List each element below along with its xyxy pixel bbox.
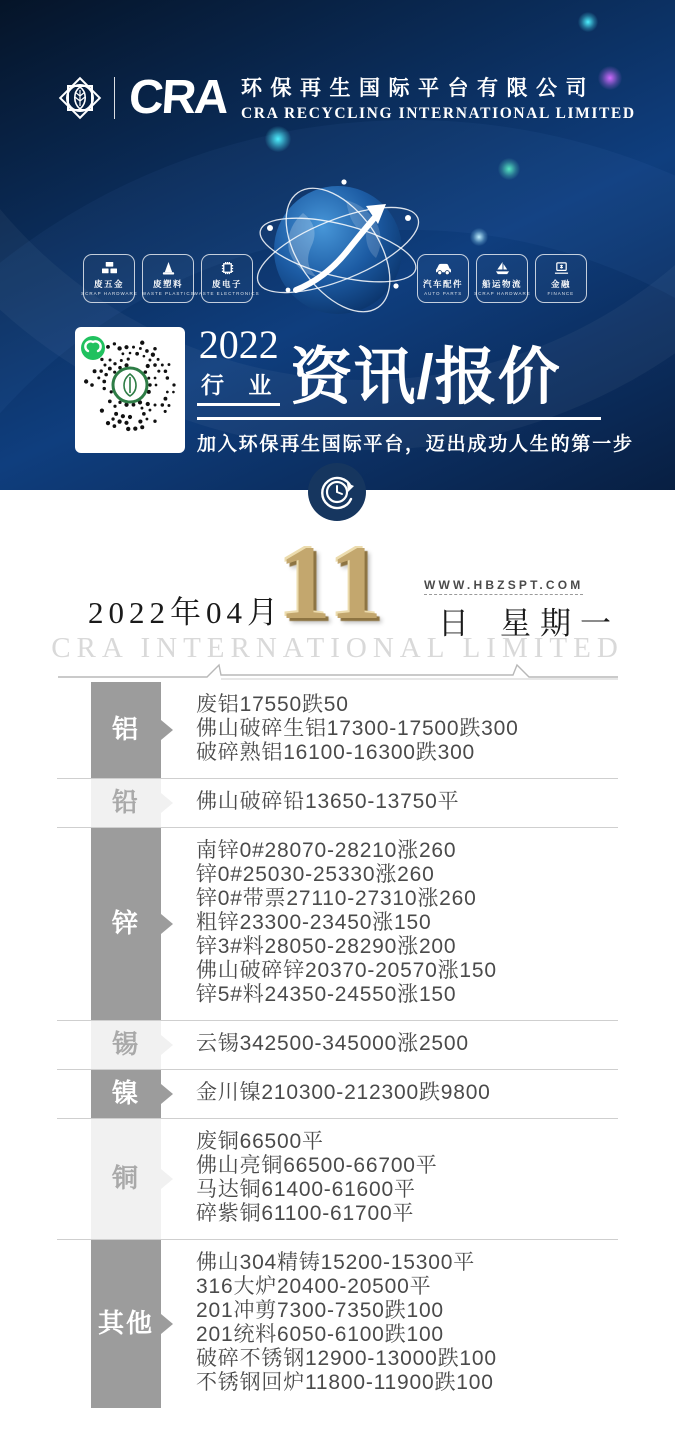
promo-title: 资讯/报价 bbox=[290, 343, 561, 413]
price-line: 佛山亮铜66500-66700平 bbox=[196, 1154, 438, 1177]
row-label bbox=[91, 1240, 161, 1408]
price-line: 不锈钢回炉11800-11900跌100 bbox=[196, 1371, 494, 1394]
row-label bbox=[91, 828, 161, 1020]
badge-label-cn: 船运物流 bbox=[481, 278, 522, 289]
row-arrow-icon bbox=[161, 1169, 173, 1189]
row-label-text: 铝 bbox=[111, 714, 140, 745]
badge-label-en: SCRAP HARDWARE bbox=[80, 290, 138, 297]
price-line: 云锡342500-345000涨2500 bbox=[196, 1032, 469, 1055]
date-day-suffix: 日 bbox=[438, 606, 469, 641]
price-line: 锌0#25030-25330涨260 bbox=[196, 863, 435, 886]
price-line: 粗锌23300-23450涨150 bbox=[196, 911, 432, 934]
price-row bbox=[57, 1070, 618, 1119]
row-content bbox=[161, 1070, 618, 1118]
badge-label-en: FINANCE bbox=[547, 290, 575, 297]
price-line: 佛山破碎铅13650-13750平 bbox=[196, 790, 460, 813]
price-row bbox=[57, 1021, 618, 1070]
price-line: 破碎不锈钢12900-13000跌100 bbox=[196, 1347, 497, 1370]
badge-label-cn: 废塑料 bbox=[152, 278, 183, 289]
row-label bbox=[91, 1070, 161, 1118]
category-badge-auto-parts bbox=[417, 254, 469, 303]
company-name-en: CRA RECYCLING INTERNATIONAL LIMITED bbox=[241, 105, 636, 122]
date-prefix: 2022年04月 bbox=[88, 595, 283, 630]
brand-header bbox=[58, 72, 636, 123]
website-url: WWW.HBZSPT.COM bbox=[424, 578, 583, 595]
badge-label-cn: 废电子 bbox=[211, 278, 242, 289]
clock-icon bbox=[308, 463, 366, 521]
row-arrow-icon bbox=[161, 1084, 173, 1104]
badge-group-left bbox=[80, 254, 260, 303]
price-line: 201统料6050-6100跌100 bbox=[196, 1323, 444, 1346]
row-content bbox=[161, 682, 618, 778]
row-label bbox=[91, 1119, 161, 1239]
price-line: 废铜66500平 bbox=[196, 1130, 324, 1153]
row-arrow-icon bbox=[161, 793, 173, 813]
price-line: 佛山304精铸15200-15300平 bbox=[196, 1251, 476, 1274]
section-divider bbox=[57, 662, 619, 682]
price-line: 锌0#带票27110-27310涨260 bbox=[196, 887, 477, 910]
row-arrow-icon bbox=[161, 1035, 173, 1055]
promo-rule bbox=[197, 417, 601, 420]
price-row bbox=[57, 1240, 618, 1408]
price-line: 锌3#料28050-28290涨200 bbox=[196, 935, 457, 958]
price-line: 破碎熟铝16100-16300跌300 bbox=[196, 741, 476, 764]
brand-divider bbox=[114, 77, 115, 119]
category-badge-finance bbox=[535, 254, 587, 303]
badge-group-right bbox=[417, 254, 594, 303]
glow-dot bbox=[265, 126, 291, 152]
glow-dot bbox=[498, 158, 520, 180]
plastics-icon bbox=[160, 261, 177, 276]
category-badge-electronics bbox=[194, 254, 260, 303]
watermark-text: CRA INTERNATIONAL LIMITED bbox=[51, 632, 624, 664]
row-arrow-icon bbox=[161, 1314, 173, 1334]
row-arrow-icon bbox=[161, 720, 173, 740]
banner bbox=[0, 0, 675, 490]
price-line: 316大炉20400-20500平 bbox=[196, 1275, 432, 1298]
row-content bbox=[161, 1240, 618, 1408]
price-line: 碎紫铜61100-61700平 bbox=[196, 1202, 415, 1225]
finance-icon bbox=[553, 261, 570, 276]
glow-dot bbox=[470, 228, 488, 246]
price-line: 佛山破碎生铝17300-17500跌300 bbox=[196, 717, 519, 740]
price-row bbox=[57, 828, 618, 1021]
date-day: 11 bbox=[278, 524, 387, 641]
shipping-icon bbox=[494, 261, 511, 276]
company-name-cn: 环保再生国际平台有限公司 bbox=[241, 77, 595, 100]
badge-label-cn: 废五金 bbox=[93, 278, 124, 289]
row-content bbox=[161, 779, 618, 827]
price-line: 201冲剪7300-7350跌100 bbox=[196, 1299, 444, 1322]
price-line: 南锌0#28070-28210涨260 bbox=[196, 839, 457, 862]
badge-label-cn: 金融 bbox=[550, 278, 571, 289]
row-label-text: 锡 bbox=[111, 1029, 140, 1060]
category-badge-plastics bbox=[142, 254, 194, 303]
row-content bbox=[161, 828, 618, 1020]
price-line: 马达铜61400-61600平 bbox=[196, 1178, 416, 1201]
price-row bbox=[57, 682, 618, 779]
price-table bbox=[57, 682, 618, 1408]
row-label-text: 铜 bbox=[111, 1163, 140, 1194]
promo-slogan: 加入环保再生国际平台，迈出成功人生的第一步 bbox=[197, 433, 634, 455]
row-content bbox=[161, 1119, 618, 1239]
electronics-icon bbox=[219, 261, 236, 276]
leaf-badge-icon bbox=[58, 74, 102, 122]
price-row bbox=[57, 1119, 618, 1240]
promo-section bbox=[75, 322, 634, 457]
price-line: 锌5#料24350-24550涨150 bbox=[196, 983, 457, 1006]
row-label bbox=[91, 779, 161, 827]
badge-label-en: AUTO PARTS bbox=[423, 290, 463, 297]
qr-code bbox=[75, 327, 185, 453]
glow-dot bbox=[578, 12, 598, 32]
badge-label-en: WASTE ELECTRONICS bbox=[194, 290, 260, 297]
row-label bbox=[91, 1021, 161, 1069]
badge-label-en: SCRAP HARDWARE bbox=[473, 290, 531, 297]
cra-logo-text: CRA bbox=[127, 70, 229, 124]
wechat-miniprogram-icon bbox=[80, 335, 106, 361]
globe-graphic bbox=[248, 158, 428, 338]
category-badge-hardware bbox=[80, 254, 138, 303]
row-label-text: 锌 bbox=[111, 908, 140, 939]
badge-label-cn: 汽车配件 bbox=[422, 278, 463, 289]
promo-year: 2022 bbox=[198, 322, 279, 367]
category-badge-shipping bbox=[473, 254, 531, 303]
price-line: 金川镍210300-212300跌9800 bbox=[196, 1081, 491, 1104]
promo-industry: 行 业 bbox=[197, 365, 280, 406]
row-label-text: 铅 bbox=[111, 787, 140, 818]
auto-parts-icon bbox=[435, 261, 452, 276]
row-content bbox=[161, 1021, 618, 1069]
row-label bbox=[91, 682, 161, 778]
row-arrow-icon bbox=[161, 914, 173, 934]
price-row bbox=[57, 779, 618, 828]
price-line: 废铝17550跌50 bbox=[196, 693, 349, 716]
row-label-text: 其他 bbox=[98, 1308, 155, 1339]
price-line: 佛山破碎锌20370-20570涨150 bbox=[196, 959, 497, 982]
date-weekday: 星期一 bbox=[500, 606, 620, 641]
hardware-icon bbox=[101, 261, 118, 276]
row-label-text: 镍 bbox=[111, 1078, 140, 1109]
badge-label-en: WASTE PLASTICS bbox=[141, 290, 195, 297]
